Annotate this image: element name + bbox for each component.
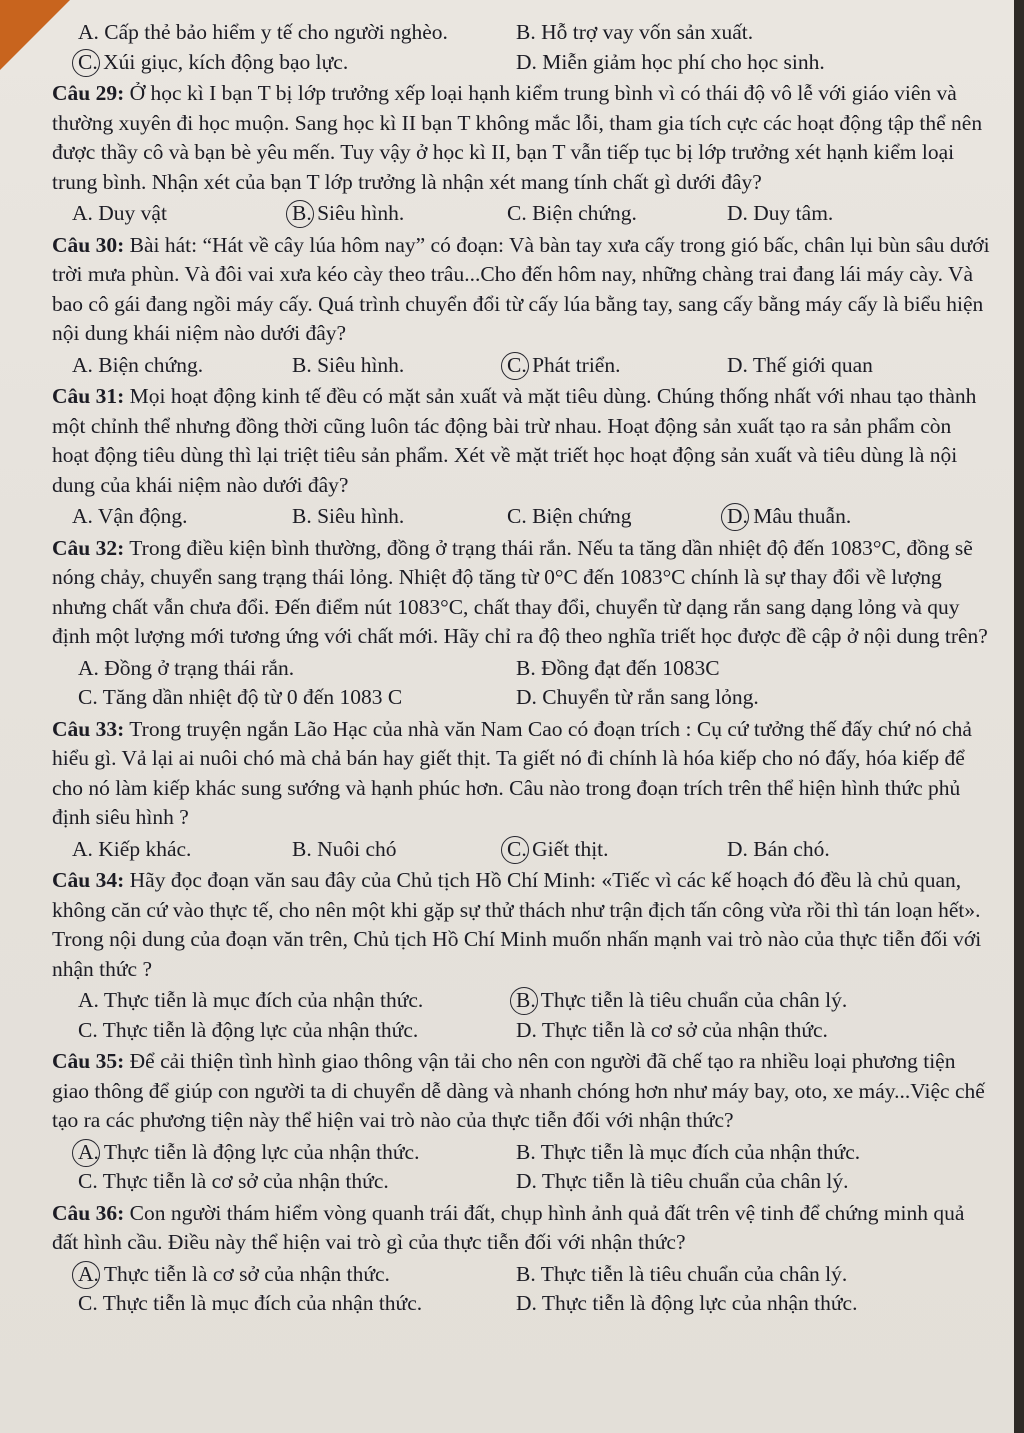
answer-option-b[interactable]: B. Siêu hình. xyxy=(292,352,405,377)
answer-option-d[interactable]: D. Mâu thuẫn. xyxy=(727,502,947,532)
answer-option-b[interactable]: B. Hỗ trợ vay vốn sản xuất. xyxy=(516,20,754,44)
question-text: Trong điều kiện bình thường, đồng ở trạng thái rắn. Nếu ta tăng dần nhiệt độ đến 1083°C, đồng sẽ nóng chảy, chuyển sang trạng thái lỏng. Nhiệt độ tăng từ 0°C đến 1083°C chính là sự thay đổi về lượng nhưng chất vẫn chưa đổi. Đến điểm nút 1083°C, chất thay đổi, chuyển từ dạng rắn sang dạng lỏng và quy định một lượng mới tương ứng với chất mới. Hãy chỉ ra độ theo nghĩa triết học được đề cập ở nội dung trên? xyxy=(52,535,988,648)
question-label: Câu 30: xyxy=(52,232,125,257)
question-q35 xyxy=(52,1047,992,1197)
answer-option-b[interactable]: B. Nuôi chó xyxy=(292,836,397,861)
answer-option-b[interactable]: B. Thực tiễn là tiêu chuẩn của chân lý. xyxy=(516,1261,848,1286)
answer-option-d[interactable]: D. Thực tiễn là cơ sở của nhận thức. xyxy=(516,1017,828,1042)
question-q31 xyxy=(52,382,992,532)
answer-option-d[interactable]: D. Chuyển từ rắn sang lỏng. xyxy=(516,685,759,709)
answer-option-c[interactable]: C. Xúi giục, kích động bạo lực. xyxy=(78,48,516,78)
answer-option-d[interactable]: D. Thực tiễn là động lực của nhận thức. xyxy=(516,1291,858,1315)
answer-option-c[interactable]: C. Thực tiễn là động lực của nhận thức. xyxy=(78,1017,419,1042)
answer-option-c[interactable]: C. Giết thịt. xyxy=(507,835,727,865)
answer-option-b[interactable]: B. Siêu hình. xyxy=(292,504,405,528)
answer-option-d[interactable]: D. Bán chó. xyxy=(727,836,830,861)
question-stem xyxy=(52,715,992,833)
question-q32 xyxy=(52,534,992,713)
answer-option-c[interactable]: C. Tăng dần nhiệt độ từ 0 đến 1083 C xyxy=(78,685,403,709)
question-stem xyxy=(52,231,992,349)
question-text: Trong truyện ngắn Lão Hạc của nhà văn Nam Cao có đoạn trích : Cụ cứ tưởng thế đấy chứ nó chả hiểu gì. Vả lại ai nuôi chó mà chả bán hay giết thịt. Ta giết nó đi chính là hóa kiếp cho nó đấy, hóa kiếp để cho nó làm kiếp khác sung sướng và hạnh phúc hơn. Câu nào trong đoạn trích trên thể hiện hình thức phủ định siêu hình ? xyxy=(52,716,972,829)
answer-option-d[interactable]: D. Thế giới quan xyxy=(727,352,873,377)
answer-option-c[interactable]: C. Thực tiễn là cơ sở của nhận thức. xyxy=(78,1169,389,1193)
question-stem xyxy=(52,1199,992,1258)
question-stem xyxy=(52,382,992,500)
answer-option-b[interactable]: B. Thực tiễn là mục đích của nhận thức. xyxy=(516,1139,861,1164)
answer-option-a[interactable]: A. Đồng ở trạng thái rắn. xyxy=(78,655,295,680)
question-label: Câu 36: xyxy=(52,1200,125,1225)
answer-option-a[interactable]: A. Duy vật xyxy=(72,201,167,225)
question-label: Câu 33: xyxy=(52,716,125,741)
answer-option-a[interactable]: A. Cấp thẻ bảo hiểm y tế cho người nghèo. xyxy=(78,20,448,44)
question-q28 xyxy=(52,18,992,77)
answer-option-a[interactable]: A. Biện chứng. xyxy=(72,352,204,377)
question-q29 xyxy=(52,79,992,229)
answer-option-b[interactable]: B. Đồng đạt đến 1083C xyxy=(516,655,720,680)
question-text: Con người thám hiểm vòng quanh trái đất, chụp hình ảnh quả đất trên vệ tinh để chứng minh quả đất hình cầu. Điều này thể hiện vai trò gì của thực tiễn đối với nhận thức? xyxy=(52,1200,965,1254)
answer-option-a[interactable]: A. Kiếp khác. xyxy=(72,836,192,861)
question-text: Ở học kì I bạn T bị lớp trưởng xếp loại hạnh kiểm trung bình vì có thái độ vô lễ với giáo viên và thường xuyên đi học muộn. Sang học kì II bạn T không mắc lỗi, tham gia tích cực các hoạt động tập thể nên được thầy cô và bạn bè yêu mến. Tuy vậy ở học kì II, bạn T vẫn tiếp tục bị lớp trưởng xét hạnh kiểm loại trung bình. Nhận xét của bạn T lớp trưởng là nhận xét mang tính chất gì dưới đây? xyxy=(52,81,983,194)
answer-option-c[interactable]: C. Biện chứng. xyxy=(507,201,637,225)
question-label: Câu 35: xyxy=(52,1049,125,1073)
answer-option-c[interactable]: C. Biện chứng xyxy=(507,504,632,528)
question-stem xyxy=(52,79,992,197)
question-q34 xyxy=(52,866,992,1045)
question-stem xyxy=(52,534,992,652)
answer-option-a[interactable]: A. Thực tiễn là động lực của nhận thức. xyxy=(78,1138,516,1168)
page-edge xyxy=(1014,0,1024,1433)
answer-option-a[interactable]: A. Thực tiễn là cơ sở của nhận thức. xyxy=(78,1260,516,1290)
answer-option-c[interactable]: C. Phát triển. xyxy=(507,351,727,381)
answer-option-b[interactable]: B. Thực tiễn là tiêu chuẩn của chân lý. xyxy=(516,986,986,1016)
answer-option-d[interactable]: D. Miễn giảm học phí cho học sinh. xyxy=(516,49,825,74)
questions-list xyxy=(52,18,992,1321)
question-stem xyxy=(52,1047,992,1136)
question-q36 xyxy=(52,1199,992,1319)
question-text: Để cải thiện tình hình giao thông vận tải cho nên con người đã chế tạo ra nhiều loại phương tiện giao thông để giúp con người ta di chuyển dễ dàng và nhanh chóng hơn như máy bay, oto, xe máy...Việc chế tạo ra các phương tiện này thể hiện vai trò nào của thực tiễn đối với nhận thức? xyxy=(52,1049,985,1132)
question-label: Câu 32: xyxy=(52,535,125,560)
question-label: Câu 29: xyxy=(52,81,125,105)
question-text: Hãy đọc đoạn văn sau đây của Chủ tịch Hồ Chí Minh: «Tiếc vì các kế hoạch đó đều là chủ quan, không căn cứ vào thực tế, cho nên một khi gặp sự thử thách như trận địch tấn công vừa rồi thì tán loạn hết». Trong nội dung của đoạn văn trên, Chủ tịch Hồ Chí Minh muốn nhấn mạnh vai trò nào của thực tiễn đối với nhận thức ? xyxy=(52,868,982,981)
answer-option-c[interactable]: C. Thực tiễn là mục đích của nhận thức. xyxy=(78,1291,423,1315)
question-text: Bài hát: “Hát về cây lúa hôm nay” có đoạn: Và bàn tay xưa cấy trong gió bấc, chân lụi bùn sâu dưới trời mưa phùn. Và đôi vai xưa kéo cày theo trâu...Cho đến hôm nay, những chàng trai đang lái máy cày. Và bao cô gái đang ngồi máy cấy. Quá trình chuyển đổi từ cấy lúa bằng tay, sang cấy bằng máy cấy là biểu hiện nội dung khái niệm nào dưới đây? xyxy=(52,232,990,345)
question-q30 xyxy=(52,231,992,381)
question-q33 xyxy=(52,715,992,865)
question-stem xyxy=(52,866,992,984)
answer-option-d[interactable]: D. Duy tâm. xyxy=(727,201,834,225)
question-label: Câu 31: xyxy=(52,384,125,408)
answer-option-a[interactable]: A. Vận động. xyxy=(72,504,188,528)
question-text: Mọi hoạt động kinh tế đều có mặt sản xuất và mặt tiêu dùng. Chúng thống nhất với nhau tạo thành một chỉnh thể nhưng đồng thời cũng luôn tác động bài trừ nhau. Hoạt động sản xuất tạo ra sản phẩm còn hoạt động tiêu dùng thì lại triệt tiêu sản phẩm. Xét về mặt triết học hoạt động sản xuất và tiêu dùng là nội dung của khái niệm nào dưới đây? xyxy=(52,384,977,497)
answer-option-a[interactable]: A. Thực tiễn là mục đích của nhận thức. xyxy=(78,988,424,1012)
answer-option-b[interactable]: B. Siêu hình. xyxy=(292,199,507,229)
question-label: Câu 34: xyxy=(52,868,125,892)
answer-option-d[interactable]: D. Thực tiễn là tiêu chuẩn của chân lý. xyxy=(516,1169,849,1193)
